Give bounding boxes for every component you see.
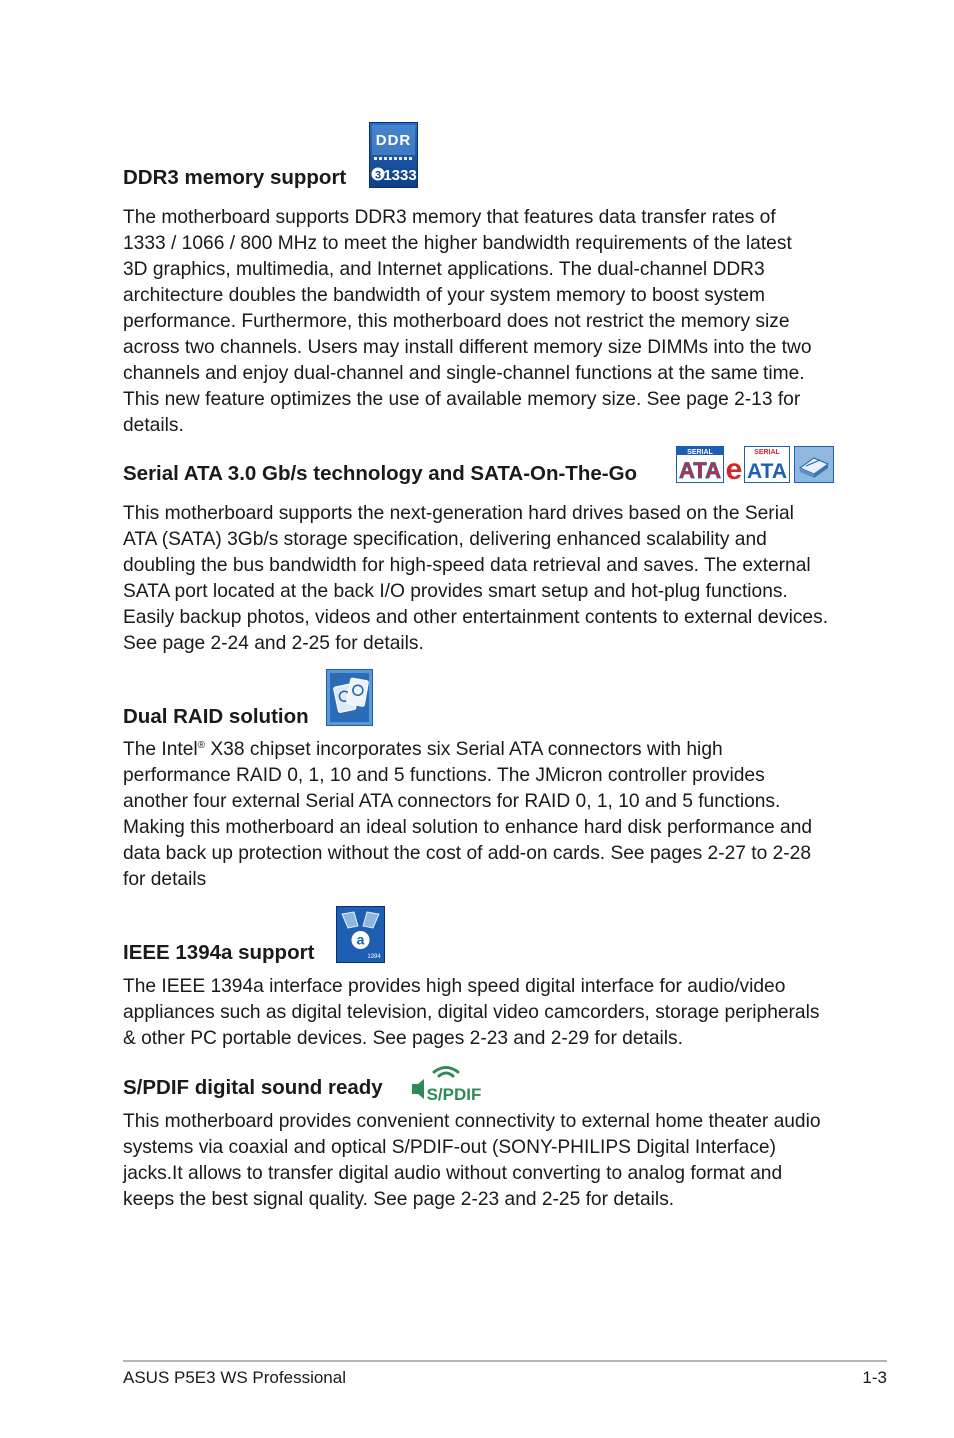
esata-icon bbox=[724, 446, 790, 483]
dual-raid-icon bbox=[326, 669, 373, 726]
text-line: This motherboard provides convenient connectivity to external home theater audio bbox=[123, 1111, 821, 1132]
ddr3-1333-icon bbox=[369, 122, 418, 188]
text-line: across two channels. Users may install different memory size DIMMs into the two bbox=[123, 337, 812, 358]
text-line: & other PC portable devices. See pages 2-23 and 2-29 for details. bbox=[123, 1028, 683, 1049]
paragraph-spdif bbox=[123, 1109, 853, 1213]
ddr-icon-text: DDR bbox=[375, 132, 412, 149]
serial-ata-big-text: ATA bbox=[679, 458, 721, 483]
section-title-spdif: S/PDIF digital sound ready bbox=[123, 1076, 383, 1099]
text-line: Making this motherboard an ideal solution to enhance hard disk performance and bbox=[123, 817, 813, 838]
text-line: systems via coaxial and optical S/PDIF-out (SONY-PHILIPS Digital Interface) bbox=[123, 1137, 776, 1158]
text-fragment: X38 chipset incorporates six Serial ATA connectors with high bbox=[205, 739, 723, 760]
text-line: performance RAID 0, 1, 10 and 5 functions. The JMicron controller provides bbox=[123, 765, 765, 786]
text-line bbox=[123, 737, 853, 763]
ieee-1394a-icon bbox=[336, 906, 385, 963]
paragraph-dual-raid bbox=[123, 737, 853, 893]
text-line: data back up protection without the cost of add-on cards. See pages 2-27 to 2-28 bbox=[123, 843, 811, 864]
esata-e-text: e bbox=[725, 453, 743, 483]
text-line: This new feature optimizes the use of available memory size. See page 2-13 for bbox=[123, 389, 801, 410]
spdif-icon bbox=[408, 1064, 484, 1108]
text-line: architecture doubles the bandwidth of your system memory to boost system bbox=[123, 285, 766, 306]
text-line: keeps the best signal quality. See page 2-23 and 2-25 for details. bbox=[123, 1189, 675, 1210]
text-line: appliances such as digital television, digital video camcorders, storage peripherals bbox=[123, 1002, 820, 1023]
section-title-dual-raid: Dual RAID solution bbox=[123, 705, 309, 728]
paragraph-serial-ata bbox=[123, 501, 853, 657]
text-line: performance. Furthermore, this motherboard does not restrict the memory size bbox=[123, 311, 790, 332]
serial-ata-small-text: SERIAL bbox=[687, 449, 713, 456]
footer-product-name: ASUS P5E3 WS Professional bbox=[123, 1368, 346, 1387]
text-fragment: The Intel bbox=[123, 739, 198, 760]
registered-mark: ® bbox=[197, 740, 206, 751]
text-line: jacks.It allows to transfer digital audio without converting to analog format and bbox=[123, 1163, 783, 1184]
text-line: ATA (SATA) 3Gb/s storage specification, delivering enhanced scalability and bbox=[123, 529, 767, 550]
text-line: See page 2-24 and 2-25 for details. bbox=[123, 633, 424, 654]
text-line: SATA port located at the back I/O provides smart setup and hot-plug functions. bbox=[123, 581, 788, 602]
footer-divider bbox=[123, 1360, 887, 1362]
text-line: The motherboard supports DDR3 memory that features data transfer rates of bbox=[123, 207, 776, 228]
esata-big-text: ATA bbox=[746, 460, 788, 483]
section-title-serial-ata: Serial ATA 3.0 Gb/s technology and SATA-On-The-Go bbox=[123, 462, 638, 485]
text-line: 3D graphics, multimedia, and Internet applications. The dual-channel DDR3 bbox=[123, 259, 765, 280]
ieee-icon-number: 1394 bbox=[367, 954, 381, 960]
ddr-badge-digit: 3 bbox=[374, 169, 382, 182]
text-line: 1333 / 1066 / 800 MHz to meet the higher bandwidth requirements of the latest bbox=[123, 233, 792, 254]
text-line: for details bbox=[123, 869, 207, 890]
text-line: details. bbox=[123, 415, 184, 436]
ddr-speed-text: 1333 bbox=[383, 167, 417, 184]
spdif-icon-label: S/PDIF bbox=[426, 1085, 482, 1104]
paragraph-ieee-1394a bbox=[123, 974, 853, 1052]
text-line: Easily backup photos, videos and other entertainment contents to external devices. bbox=[123, 607, 829, 628]
section-title-ieee-1394a: IEEE 1394a support bbox=[123, 941, 315, 964]
text-line: The IEEE 1394a interface provides high speed digital interface for audio/video bbox=[123, 976, 786, 997]
ieee-icon-letter: a bbox=[356, 931, 365, 948]
serial-ata-icon bbox=[676, 446, 724, 483]
paragraph-ddr3 bbox=[123, 205, 853, 439]
footer-page-number: 1-3 bbox=[862, 1368, 887, 1387]
sata-on-the-go-icon bbox=[794, 446, 834, 483]
text-line: doubling the bus bandwidth for high-speed data retrieval and saves. The external bbox=[123, 555, 811, 576]
text-line: another four external Serial ATA connectors for RAID 0, 1, 10 and 5 functions. bbox=[123, 791, 781, 812]
section-title-ddr3: DDR3 memory support bbox=[123, 166, 347, 189]
esata-small-text: SERIAL bbox=[754, 449, 780, 456]
text-line: channels and enjoy dual-channel and single-channel functions at the same time. bbox=[123, 363, 805, 384]
text-line: This motherboard supports the next-generation hard drives based on the Serial bbox=[123, 503, 794, 524]
